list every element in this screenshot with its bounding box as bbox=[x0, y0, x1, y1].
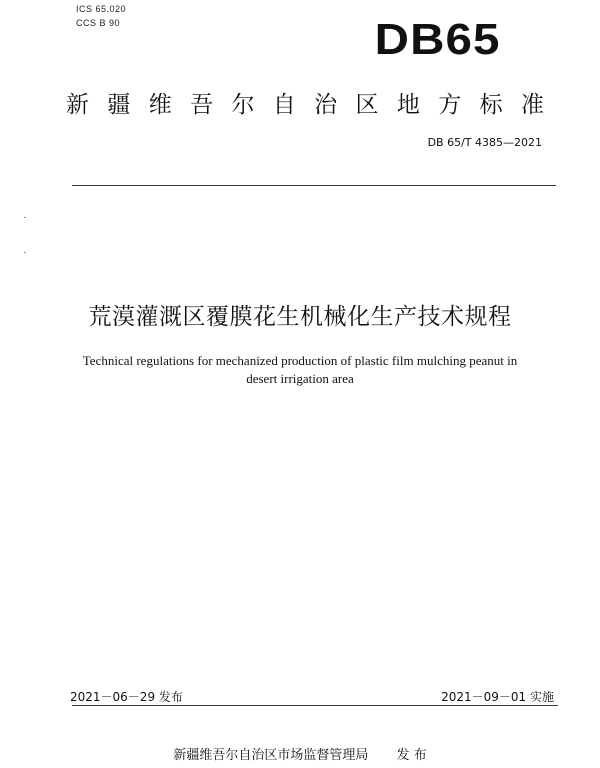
standard-type-char: 疆 bbox=[107, 92, 131, 118]
standard-type-char: 新 bbox=[66, 92, 89, 118]
standard-type-char: 标 bbox=[479, 92, 503, 118]
title-english-line-2: desert irrigation area bbox=[246, 371, 354, 386]
title-english bbox=[40, 352, 560, 388]
standard-type-char: 准 bbox=[520, 92, 544, 118]
standard-type-heading bbox=[66, 86, 544, 119]
standard-type-char: 治 bbox=[314, 92, 338, 118]
publisher-line bbox=[0, 744, 600, 763]
title-english-line-1: Technical regulations for mechanized production of plastic film mulching peanut in bbox=[82, 353, 518, 368]
standard-type-char: 维 bbox=[148, 92, 172, 118]
standard-type-char: 尔 bbox=[231, 92, 255, 118]
scan-speck bbox=[24, 217, 26, 218]
ccs-code: CCS B 90 bbox=[76, 18, 121, 28]
publish-action: 发 布 bbox=[396, 748, 427, 763]
publisher-name: 新疆维吾尔自治区市场监督管理局 bbox=[173, 748, 369, 763]
header-divider bbox=[72, 185, 556, 186]
title-chinese: 荒漠灌溉区覆膜花生机械化生产技术规程 bbox=[88, 304, 512, 330]
issue-date: 2021－06－29 发布 bbox=[70, 690, 183, 704]
standard-type-char: 方 bbox=[438, 92, 462, 118]
db65-logo: DB65 bbox=[374, 15, 500, 64]
standard-type-char: 自 bbox=[272, 92, 296, 118]
standard-type-char: 地 bbox=[396, 92, 420, 118]
standard-type-char: 区 bbox=[355, 92, 379, 118]
scan-speck bbox=[24, 252, 26, 253]
standard-type-char: 吾 bbox=[190, 92, 214, 118]
footer-divider bbox=[72, 705, 558, 706]
ics-code: ICS 65.020 bbox=[76, 4, 127, 14]
standard-number: DB 65/T 4385—2021 bbox=[427, 136, 542, 149]
implementation-date: 2021－09－01 实施 bbox=[441, 690, 554, 704]
